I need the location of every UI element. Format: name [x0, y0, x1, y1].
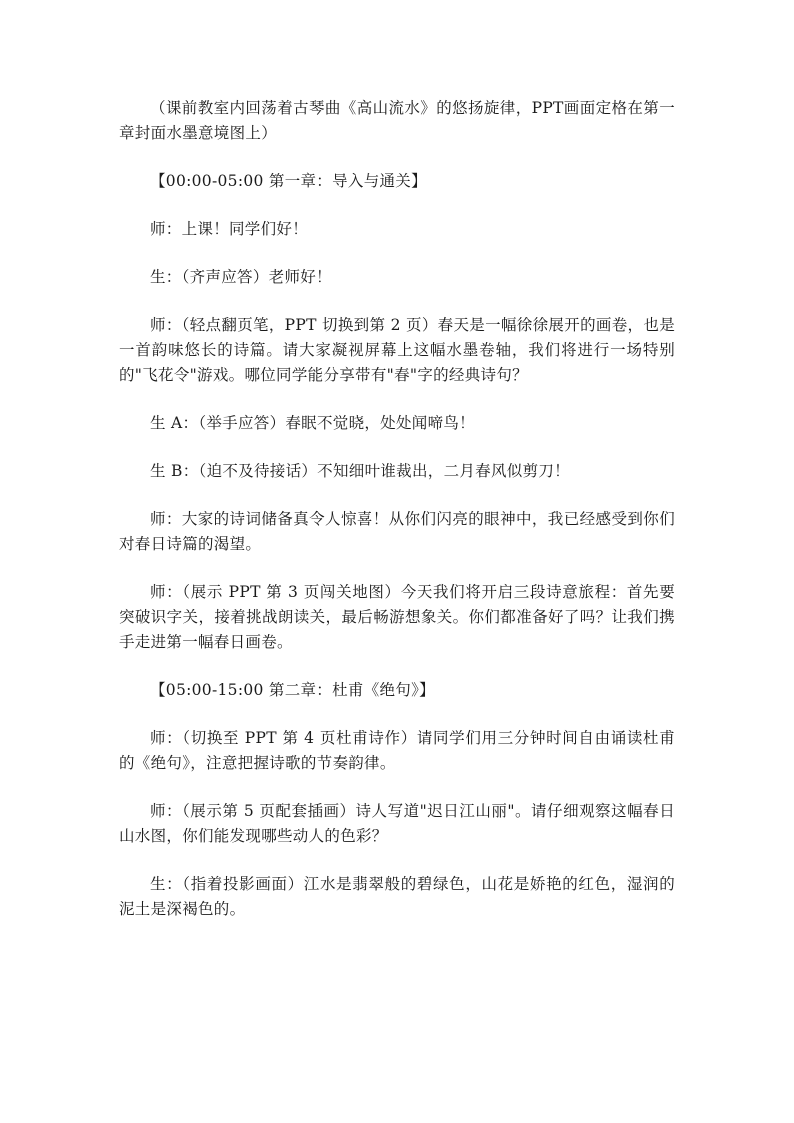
dialogue-line: 生 A：（举手应答）春眠不觉晓，处处闻啼鸟！ — [150, 414, 475, 432]
section-heading-chapter-1: 【00:00-05:00 第一章：导入与通关】 — [150, 172, 427, 190]
dialogue-line: 师：（轻点翻页笔，PPT 切换到第 2 页）春天是一幅徐徐展开的画卷，也是一首韵味悠长的诗篇。请大家凝视屏幕上这幅水墨卷轴，我们将进行一场特别的"飞花令"游戏。哪位同学能分享带有"春"字的经典诗句？ — [119, 316, 675, 384]
dialogue-line: 生：（指着投影画面）江水是翡翠般的碧绿色，山花是娇艳的红色，湿润的泥土是深褐色的。 — [119, 875, 675, 918]
dialogue-line: 师：（展示第 5 页配套插画）诗人写道"迟日江山丽"。请仔细观察这幅春日山水图，你们能发现哪些动人的色彩？ — [119, 802, 675, 845]
dialogue-line: 师：大家的诗词储备真令人惊喜！从你们闪亮的眼神中，我已经感受到你们对春日诗篇的渴望。 — [119, 510, 675, 553]
dialogue-line: 生：（齐声应答）老师好！ — [150, 268, 332, 286]
document-page — [119, 96, 675, 945]
dialogue-line: 师：上课！同学们好！ — [150, 220, 309, 238]
section-heading-chapter-2: 【05:00-15:00 第二章：杜甫《绝句》】 — [150, 681, 435, 699]
dialogue-line: 师：（展示 PPT 第 3 页闯关地图）今天我们将开启三段诗意旅程：首先要突破识字关，接着挑战朗读关，最后畅游想象关。你们都准备好了吗？让我们携手走进第一幅春日画卷。 — [119, 583, 675, 651]
dialogue-line: 生 B：（迫不及待接话）不知细叶谁裁出，二月春风似剪刀！ — [150, 462, 570, 480]
dialogue-line: 师：（切换至 PPT 第 4 页杜甫诗作）请同学们用三分钟时间自由诵读杜甫的《绝句》，注意把握诗歌的节奏韵律。 — [119, 729, 675, 772]
stage-direction: （课前教室内回荡着古琴曲《高山流水》的悠扬旋律，PPT画面定格在第一章封面水墨意境图上） — [119, 99, 675, 142]
